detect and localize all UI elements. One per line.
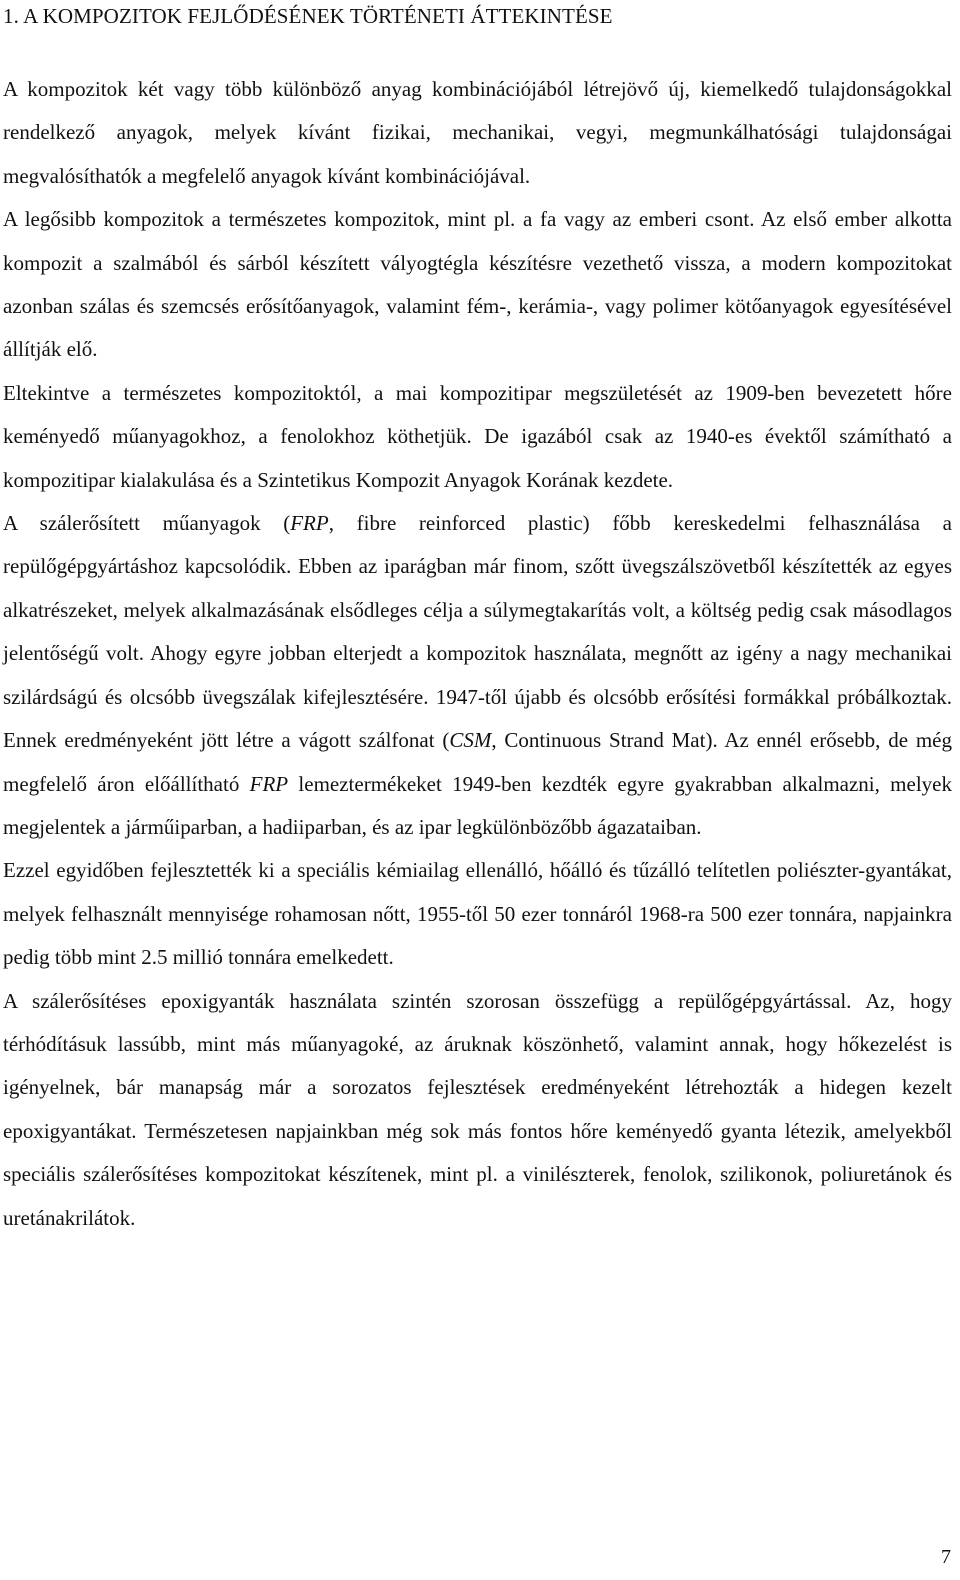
paragraph-epoxy-resins: A szálerősítéses epoxigyanták használata szintén szorosan összefügg a repülőgépgyártással. Az, hogy térhódításuk lassúbb, mint más műanyagoké, az áruknak köszönhető, valamint annak, hogy hőkezelést is igényelnek, bár manapság már a sorozatos fejlesztések eredményeként létrehozták a hidegen kezelt epoxigyantákat. Természetesen napjainkban még sok más fontos hőre keményedő gyanta létezik, amelyekből speciális szálerősítéses kompozitokat készítenek, mint pl. a vinilészterek, fenolok, szilikonok, poliuretánok és uretánakrilátok.: [3, 988, 952, 1230]
paragraph-text-segment: , fibre reinforced plastic) főbb kereskedelmi felhasználása a repülőgépgyártáshoz kapcsolódik. Ebben az iparágban már finom, szőtt üvegszálszövetből készítették az egyes alkatrészeket, melyek alkalmazásának elsődleges célja a súlymegtakarítás volt, a költség pedig csak másodlagos jelentőségű volt. Ahogy egyre jobban elterjedt a kompozitok használata, megnőtt az igény a nagy mechanikai szilárdságú és olcsóbb üvegszálak kifejlesztésére. 1947-től újabb és olcsóbb erősítési formákkal próbálkoztak. Ennek eredményeként jött létre a vágott szálfonat (: [3, 511, 952, 753]
paragraph-frp-aerospace: [3, 502, 952, 849]
section-heading: 1. A KOMPOZITOK FEJLŐDÉSÉNEK TÖRTÉNETI ÁTTEKINTÉSE: [3, 4, 613, 28]
paragraph-natural-composites: A legősibb kompozitok a természetes kompozitok, mint pl. a fa vagy az emberi csont. Az első ember alkotta kompozit a szalmából és sárból készített vályogtégla készítésre vezethető vissza, a modern kompozitokat azonban szálas és szemcsés erősítőanyagok, valamint fém-, kerámia-, vagy polimer kötőanyagok egyesítésével állítják elő.: [3, 207, 952, 362]
paragraph-definition: A kompozitok két vagy több különböző anyag kombinációjából létrejövő új, kiemelkedő tulajdonságokkal rendelkező anyagok, melyek kívánt fizikai, mechanikai, vegyi, megmunkálhatósági tulajdonságai megvalósíthatók a megfelelő anyagok kívánt kombinációjával.: [3, 77, 952, 188]
csm-abbreviation: CSM: [449, 728, 492, 753]
frp-abbreviation: FRP: [290, 511, 329, 536]
paragraph-industry-origins: Eltekintve a természetes kompozitoktól, a mai kompozitipar megszületését az 1909-ben bevezetett hőre keményedő műanyagokhoz, a fenolokhoz köthetjük. De igazából csak az 1940-es évektől számítható a kompozitipar kialakulása és a Szintetikus Kompozit Anyagok Korának kezdete.: [3, 380, 952, 492]
paragraph-text-segment: , Continuous Strand Mat). Az ennél erősebb, de még megfelelő áron előállítható: [3, 728, 952, 796]
page-number: 7: [941, 1546, 951, 1568]
body-text: [3, 68, 952, 1240]
paragraph-text-segment: lemeztermékeket 1949-ben kezdték egyre gyakrabban alkalmazni, melyek megjelentek a járműiparban, a hadiiparban, és az ipar legkülönbözőbb ágazataiban.: [3, 771, 952, 839]
paragraph-text-segment: A szálerősített műanyagok (: [3, 511, 291, 536]
frp-abbreviation: FRP: [249, 771, 289, 796]
paragraph-polyester-resins: Ezzel egyidőben fejlesztették ki a speciális kémiailag ellenálló, hőálló és tűzálló telítetlen poliészter-gyantákat, melyek felhasznált mennyisége rohamosan nőtt, 1955-től 50 ezer tonnáról 1968-ra 500 ezer tonnára, napjainkra pedig több mint 2.5 millió tonnára emelkedett.: [3, 858, 952, 970]
